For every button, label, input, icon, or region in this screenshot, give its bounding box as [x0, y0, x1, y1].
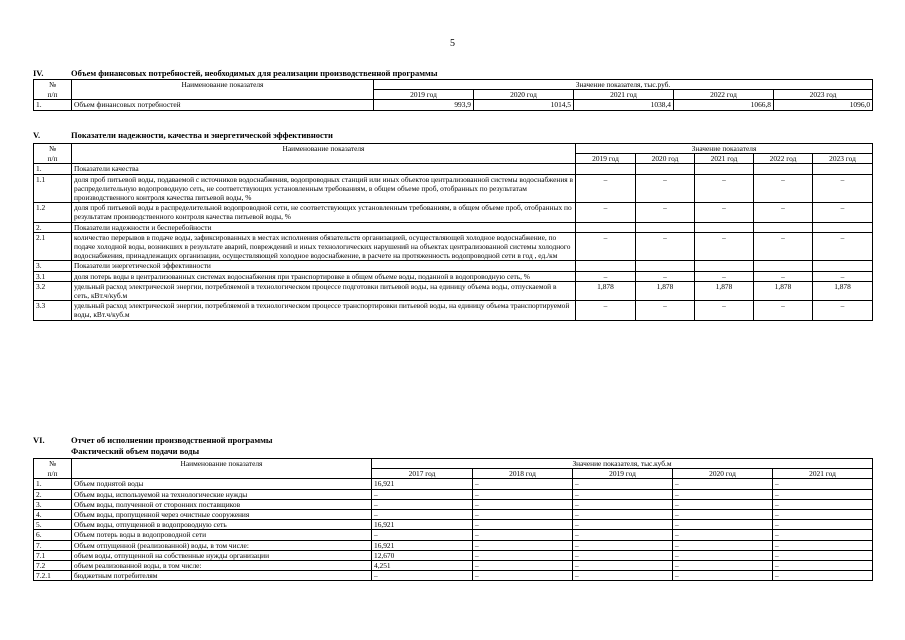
group-row [34, 222, 873, 232]
group-row [34, 261, 873, 271]
row-value-5: – [773, 510, 873, 520]
row-name: доля проб питьевой воды, подаваемой с источников водоснабжения, водопроводных станций или иных объектов централизованной системы водоснабжения в распределительную водопроводную сеть, не соответствующих установленным требованиям, в общем объеме проб, отобранных по результатам производственного контроля качества питьевой воды, % [72, 174, 576, 203]
financial-needs-table [33, 79, 873, 111]
row-value-4: – [673, 530, 773, 540]
row-value-4: – [673, 479, 773, 489]
row-value-2: – [636, 174, 695, 203]
row-number: 1.1 [34, 174, 72, 203]
row-value-3: 1,878 [695, 281, 754, 300]
row-value-1: 1,878 [576, 281, 636, 300]
table-row [34, 530, 873, 540]
row-value-2 [636, 164, 695, 174]
row-value-2: – [473, 510, 573, 520]
header-name-cell-2 [72, 90, 374, 100]
row-name: Показатели энергетической эффективности [72, 261, 576, 271]
financial-needs-body [34, 100, 873, 110]
row-value-1: 16,921 [372, 520, 473, 530]
row-value-5 [813, 164, 873, 174]
header-year-2: 2020 год [474, 90, 574, 100]
header-year-4: 2020 год [673, 469, 773, 479]
row-value-3: – [695, 271, 754, 281]
row-number: 2. [34, 489, 72, 499]
table-row [34, 479, 873, 489]
row-value-4: – [673, 550, 773, 560]
row-value-3 [695, 164, 754, 174]
row-value-5: 1096,0 [774, 100, 873, 110]
section-4-number: IV. [33, 68, 44, 78]
header-year-5: 2023 год [774, 90, 873, 100]
row-name: бюджетным потребителям [72, 571, 372, 581]
row-number: 3. [34, 261, 72, 271]
row-value-4: – [673, 510, 773, 520]
row-value-4: – [673, 571, 773, 581]
row-name: Объем воды, полученной от сторонних поставщиков [72, 499, 372, 509]
row-value-5: – [773, 540, 873, 550]
reliability-body [34, 164, 873, 320]
row-name: количество перерывов в подаче воды, зафиксированных в местах исполнения обязательств организацией, осуществляющей холодное водоснабжение, по подаче холодной воды, возникших в результате аварий, повреждений и иных технологических нарушений на объектах централизованной системы холодного водоснабжения, принадлежащих организации, осуществляющей холодное водоснабжение, в расчете на протяженность водопроводной сети в год , ед./км [72, 232, 576, 261]
row-name: доля потерь воды в централизованных системах водоснабжения при транспортировке в общем объеме воды, поданной в водопроводную сеть, % [72, 271, 576, 281]
row-name: Показатели качества [72, 164, 576, 174]
row-value-2: – [636, 232, 695, 261]
section-5-number: V. [33, 130, 41, 140]
header-name-cell-2 [72, 469, 372, 479]
row-name: доля проб питьевой воды в распределительной водопроводной сети, не соответствующих установленным требованиям, в общем объеме проб, отобранных по результатам производственного контроля качества питьевой воды, % [72, 203, 576, 222]
row-number: 7.1 [34, 550, 72, 560]
header-name-cell: Наименование показателя [72, 80, 374, 90]
section-6-number: VI. [33, 435, 45, 445]
row-value-3: – [573, 479, 673, 489]
row-value-2: – [473, 520, 573, 530]
row-value-4: – [673, 499, 773, 509]
table-row [34, 550, 873, 560]
row-value-1 [576, 222, 636, 232]
row-value-1: – [576, 174, 636, 203]
row-value-1: – [576, 232, 636, 261]
table-row [34, 271, 873, 281]
page-number: 5 [450, 38, 455, 49]
row-value-4: – [673, 489, 773, 499]
header-year-2: 2020 год [636, 154, 695, 164]
row-value-3: – [573, 550, 673, 560]
row-value-2: – [473, 540, 573, 550]
header-year-3: 2021 год [695, 154, 754, 164]
header-number-cell-2: п/п [34, 469, 72, 479]
row-value-1: – [372, 530, 473, 540]
table-row [34, 203, 873, 222]
row-value-5: – [813, 232, 873, 261]
row-value-4 [754, 261, 813, 271]
row-number: 4. [34, 510, 72, 520]
row-value-1: – [576, 203, 636, 222]
row-number: 3. [34, 499, 72, 509]
row-value-2: 1014,5 [474, 100, 574, 110]
header-year-5: 2023 год [813, 154, 873, 164]
row-value-5 [813, 222, 873, 232]
row-value-5: – [813, 203, 873, 222]
section-6-title [33, 435, 273, 445]
water-supply-body [34, 479, 873, 581]
row-value-4: 1,878 [754, 281, 813, 300]
header-name-cell: Наименование показателя [72, 144, 576, 154]
header-name-cell: Наименование показателя [72, 459, 372, 469]
row-value-5: – [813, 301, 873, 320]
row-value-4: – [673, 520, 773, 530]
section-5-heading: Показатели надежности, качества и энергетической эффективности [71, 130, 333, 140]
table-row [34, 561, 873, 571]
table-row [34, 571, 873, 581]
header-name-cell-2 [72, 154, 576, 164]
row-value-1: – [372, 571, 473, 581]
row-value-2: 1,878 [636, 281, 695, 300]
row-value-3: – [573, 489, 673, 499]
row-value-3: – [695, 174, 754, 203]
row-value-3 [695, 222, 754, 232]
row-value-3: – [573, 571, 673, 581]
row-value-2: – [636, 203, 695, 222]
table-row [34, 174, 873, 203]
row-number: 2. [34, 222, 72, 232]
row-number: 3.1 [34, 271, 72, 281]
header-year-1: 2019 год [374, 90, 474, 100]
table-row [34, 100, 873, 110]
row-name: Объем финансовых потребностей [72, 100, 374, 110]
header-value-cell: Значение показателя, тыс.руб. [374, 80, 873, 90]
financial-needs-header [34, 80, 873, 100]
row-value-2 [636, 261, 695, 271]
row-value-2: – [473, 530, 573, 540]
row-value-3: – [695, 232, 754, 261]
row-value-3: – [573, 520, 673, 530]
row-value-2 [636, 222, 695, 232]
row-value-1 [576, 164, 636, 174]
row-value-4 [754, 222, 813, 232]
row-value-1: 12,670 [372, 550, 473, 560]
table-row [34, 489, 873, 499]
section-6-subtitle: Фактический объем подачи воды [71, 446, 200, 456]
row-number: 7. [34, 540, 72, 550]
row-value-2: – [473, 499, 573, 509]
row-value-5: – [773, 520, 873, 530]
reliability-table [33, 143, 873, 321]
row-name: Объем отпущенной (реализованной) воды, в том числе: [72, 540, 372, 550]
table-row [34, 499, 873, 509]
table-row [34, 232, 873, 261]
row-number: 1. [34, 479, 72, 489]
row-value-1: – [576, 301, 636, 320]
row-value-4: – [754, 271, 813, 281]
header-year-3: 2021 год [574, 90, 674, 100]
row-name: Показатели надежности и бесперебойности [72, 222, 576, 232]
header-value-cell: Значение показателя, тыс.куб.м [372, 459, 873, 469]
table-row [34, 520, 873, 530]
row-name: удельный расход электрической энергии, потребляемой в технологическом процессе подготовки питьевой воды, на единицу объема воды, отпускаемой в сеть, кВт.ч/куб.м [72, 281, 576, 300]
row-value-1: 993,9 [374, 100, 474, 110]
row-number: 7.2 [34, 561, 72, 571]
row-number: 1.2 [34, 203, 72, 222]
row-value-3: – [573, 530, 673, 540]
row-value-5: – [773, 550, 873, 560]
row-value-1: 4,251 [372, 561, 473, 571]
row-number: 7.2.1 [34, 571, 72, 581]
table-row [34, 281, 873, 300]
row-number: 3.2 [34, 281, 72, 300]
row-value-2: – [473, 571, 573, 581]
section-6-heading: Отчет об исполнении производственной программы [71, 435, 273, 445]
header-number-cell-2: п/п [34, 154, 72, 164]
row-value-5: – [773, 571, 873, 581]
header-year-4: 2022 год [674, 90, 774, 100]
row-name: Объем воды, отпущенной в водопроводную сеть [72, 520, 372, 530]
row-number: 3.3 [34, 301, 72, 320]
row-value-5: – [773, 561, 873, 571]
row-name: Объем поднятой воды [72, 479, 372, 489]
row-value-4: – [754, 232, 813, 261]
reliability-header [34, 144, 873, 164]
row-name: объем реализованной воды, в том числе: [72, 561, 372, 571]
row-name: Объем воды, пропущенной через очистные сооружения [72, 510, 372, 520]
row-value-4: – [673, 561, 773, 571]
row-value-1: – [372, 499, 473, 509]
row-name: Объем потерь воды в водопроводной сети [72, 530, 372, 540]
row-value-3: – [695, 203, 754, 222]
row-value-4 [754, 164, 813, 174]
header-year-2: 2018 год [473, 469, 573, 479]
row-value-5: – [773, 499, 873, 509]
header-year-3: 2019 год [573, 469, 673, 479]
row-value-4: – [754, 301, 813, 320]
row-value-3: 1038,4 [574, 100, 674, 110]
row-value-3: – [573, 561, 673, 571]
row-name: Объем воды, используемой на технологические нужды [72, 489, 372, 499]
row-value-2: – [636, 301, 695, 320]
header-number-cell: № [34, 80, 72, 90]
row-value-3: – [573, 510, 673, 520]
row-value-5: – [813, 174, 873, 203]
row-value-4: – [673, 540, 773, 550]
row-number: 5. [34, 520, 72, 530]
row-value-1: 16,921 [372, 540, 473, 550]
row-value-1: 16,921 [372, 479, 473, 489]
row-value-3 [695, 261, 754, 271]
row-value-3: – [573, 540, 673, 550]
table-row [34, 510, 873, 520]
header-number-cell-2: п/п [34, 90, 72, 100]
header-year-1: 2017 год [372, 469, 473, 479]
table-row [34, 301, 873, 320]
row-value-2: – [473, 561, 573, 571]
row-value-2: – [636, 271, 695, 281]
row-name: объем воды, отпущенной на собственные нужды организации [72, 550, 372, 560]
header-year-4: 2022 год [754, 154, 813, 164]
row-value-5: – [773, 479, 873, 489]
row-number: 6. [34, 530, 72, 540]
row-number: 2.1 [34, 232, 72, 261]
row-value-1: – [576, 271, 636, 281]
row-value-3: – [695, 301, 754, 320]
row-value-5: – [813, 271, 873, 281]
group-row [34, 164, 873, 174]
section-4-title [33, 68, 437, 78]
row-value-4: – [754, 203, 813, 222]
row-value-1 [576, 261, 636, 271]
row-value-2: – [473, 479, 573, 489]
row-value-4: 1066,8 [674, 100, 774, 110]
row-name: удельный расход электрической энергии, потребляемой в технологическом процессе транспортировки питьевой воды, на единицу объема транспортируемой воды, кВт.ч/куб.м [72, 301, 576, 320]
water-supply-header [34, 459, 873, 479]
header-number-cell: № [34, 144, 72, 154]
row-value-2: – [473, 550, 573, 560]
row-number: 1. [34, 164, 72, 174]
row-number: 1. [34, 100, 72, 110]
row-value-1: – [372, 489, 473, 499]
header-year-1: 2019 год [576, 154, 636, 164]
section-4-heading: Объем финансовых потребностей, необходимых для реализации производственной программы [71, 68, 438, 78]
water-supply-table [33, 458, 873, 581]
row-value-2: – [473, 489, 573, 499]
row-value-5 [813, 261, 873, 271]
row-value-3: – [573, 499, 673, 509]
header-value-cell: Значение показателя [576, 144, 873, 154]
row-value-5: – [773, 530, 873, 540]
row-value-4: – [754, 174, 813, 203]
section-5-title [33, 130, 333, 140]
header-year-5: 2021 год [773, 469, 873, 479]
header-number-cell: № [34, 459, 72, 469]
table-row [34, 540, 873, 550]
row-value-5: 1,878 [813, 281, 873, 300]
row-value-5: – [773, 489, 873, 499]
row-value-1: – [372, 510, 473, 520]
